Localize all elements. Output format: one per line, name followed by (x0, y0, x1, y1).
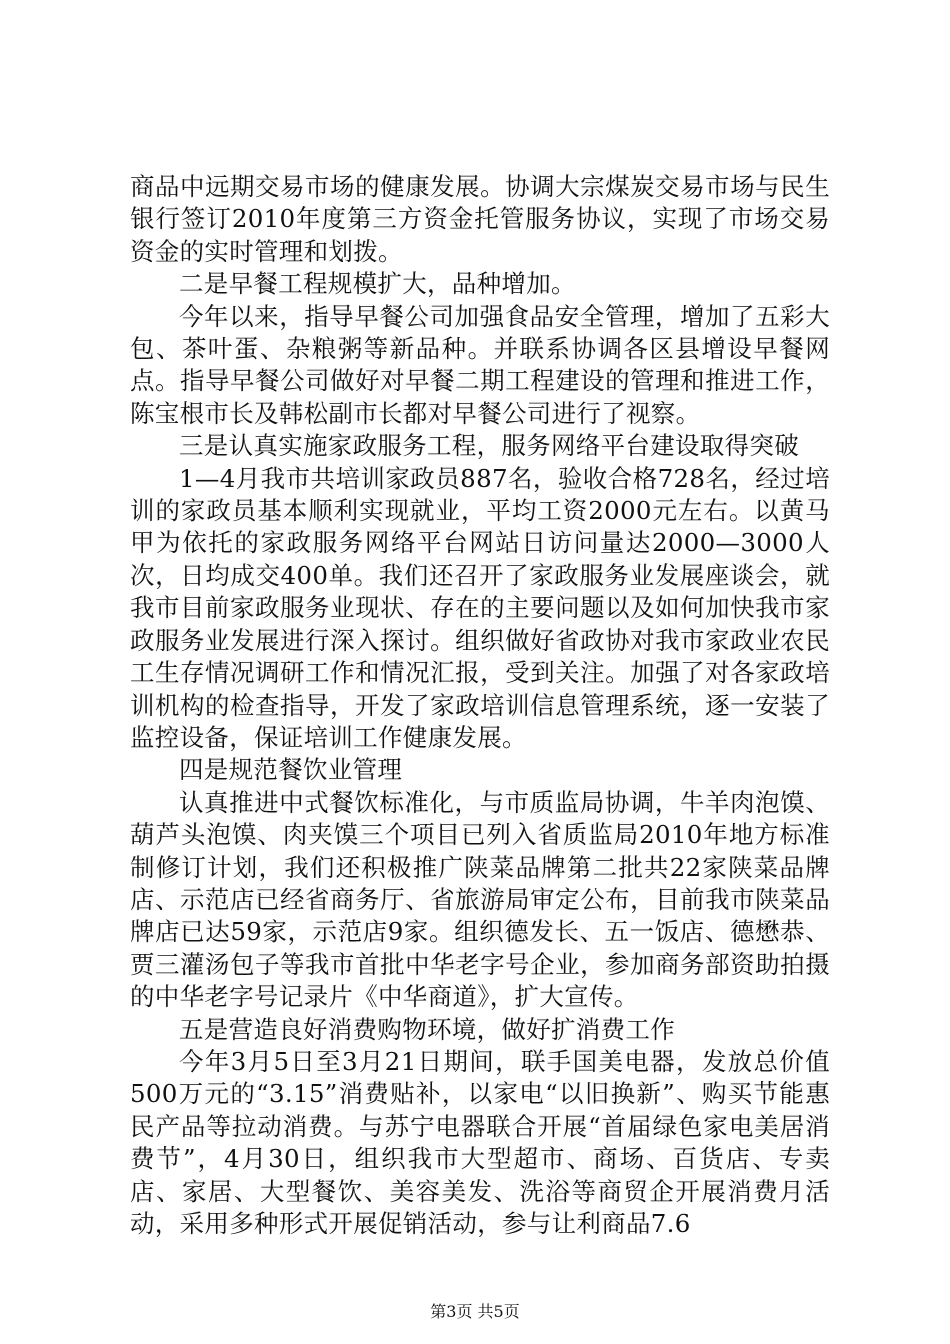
section-heading-consumption: 五是营造良好消费购物环境，做好扩消费工作 (179, 1014, 675, 1044)
page-number-footer: 第3页 共5页 (430, 1302, 520, 1321)
paragraph-breakfast: 今年以来，指导早餐公司加强食品安全管理，增加了五彩大包、茶叶蛋、杂粮粥等新品种。并联系协调各区县增设早餐网点。指导早餐公司做好对早餐二期工程建设的管理和推进工作，陈宝根市长及韩松副市长都对早餐公司进行了视察。 (130, 301, 830, 428)
document-body (130, 171, 830, 1240)
paragraph-consumption: 今年3月5日至3月21日期间，联手国美电器，发放总价值500万元的“3.15”消费贴补，以家电“以旧换新”、购买节能惠民产品等拉动消费。与苏宁电器联合开展“首届绿色家电美居消费节”，4月30日，组织我市大型超市、商场、百货店、专卖店、家居、大型餐饮、美容美发、洗浴等商贸企开展消费月活动，采用多种形式开展促销活动，参与让利商品7.6 (130, 1046, 830, 1238)
paragraph-catering: 认真推进中式餐饮标准化，与市质监局协调，牛羊肉泡馍、葫芦头泡馍、肉夹馍三个项目已列入省质监局2010年地方标准制修订计划，我们还积极推广陕菜品牌第二批共22家陕菜品牌店、示范店已经省商务厅、省旅游局审定公布，目前我市陕菜品牌店已达59家，示范店9家。组织德发长、五一饭店、德懋恭、贾三灌汤包子等我市首批中华老字号企业，参加商务部资助拍摄的中华老字号记录片《中华商道》，扩大宣传。 (130, 787, 830, 1012)
section-heading-housekeeping: 三是认真实施家政服务工程，服务网络平台建设取得突破 (179, 431, 799, 461)
paragraph-continuation: 商品中远期交易市场的健康发展。协调大宗煤炭交易市场与民生银行签订2010年度第三方资金托管服务协议，实现了市场交易资金的实时管理和划拨。 (130, 172, 830, 266)
section-heading-catering: 四是规范餐饮业管理 (179, 755, 403, 785)
section-heading-breakfast: 二是早餐工程规模扩大，品种增加。 (179, 269, 576, 299)
paragraph-housekeeping: 1—4月我市共培训家政员887名，验收合格728名，经过培训的家政员基本顺利实现就业，平均工资2000元左右。以黄马甲为依托的家政服务网络平台网站日访问量达2000—3000人次，日均成交400单。我们还召开了家政服务业发展座谈会，就我市目前家政服务业现状、存在的主要问题以及如何加快我市家政服务业发展进行深入探讨。组织做好省政协对我市家政业农民工生存情况调研工作和情况汇报，受到关注。加强了对各家政培训机构的检查指导，开发了家政培训信息管理系统，逐一安装了监控设备，保证培训工作健康发展。 (130, 463, 830, 752)
